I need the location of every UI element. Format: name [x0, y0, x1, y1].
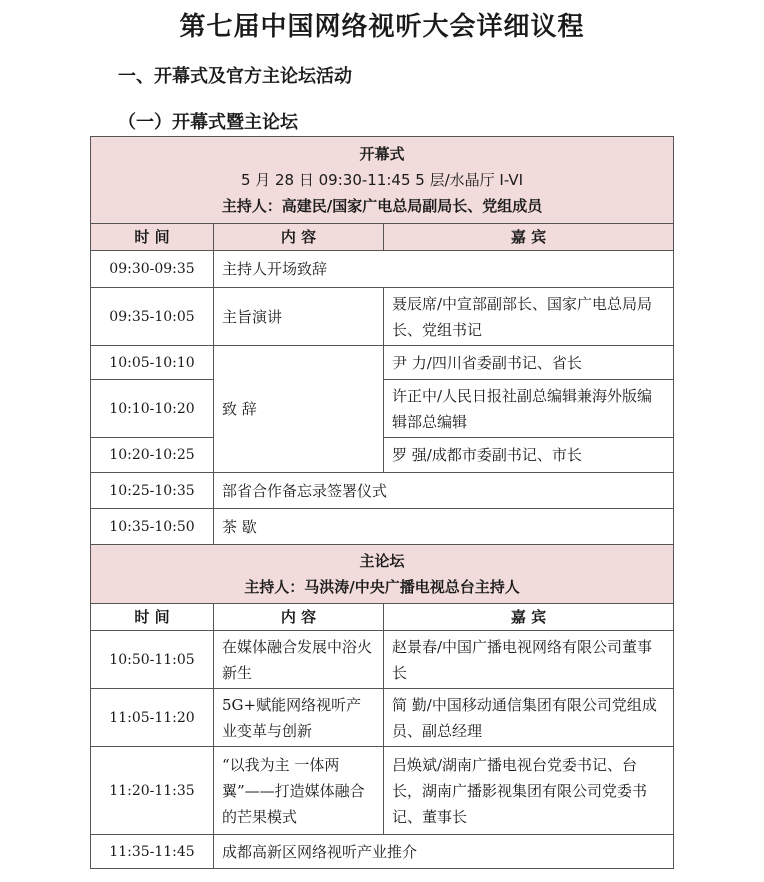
header-guest: 嘉 宾	[384, 224, 674, 251]
opening-datetime: 5 月 28 日 09:30-11:45 5 层/水晶厅 I-VI	[240, 171, 524, 189]
row-content: 主持人开场致辞	[214, 251, 674, 288]
row-time: 09:30-09:35	[91, 251, 214, 288]
table-row	[91, 631, 674, 689]
row-time: 10:25-10:35	[91, 473, 214, 509]
table-row	[91, 346, 674, 380]
table-row	[91, 747, 674, 835]
row-time: 10:10-10:20	[91, 380, 214, 438]
main-forum-banner	[91, 545, 674, 604]
row-guest: 尹 力/四川省委副书记、省长	[384, 346, 674, 380]
header-guest: 嘉 宾	[384, 604, 674, 631]
row-guest: 简 勤/中国移动通信集团有限公司党组成员、副总经理	[384, 689, 674, 747]
table-row	[91, 835, 674, 869]
row-time: 10:20-10:25	[91, 438, 214, 473]
header-content: 内 容	[214, 604, 384, 631]
main-forum-name: 主论坛	[359, 552, 405, 570]
opening-banner	[91, 137, 674, 224]
table-row	[91, 288, 674, 346]
header-time: 时 间	[91, 604, 214, 631]
header-content: 内 容	[214, 224, 384, 251]
row-time: 09:35-10:05	[91, 288, 214, 346]
row-time: 10:35-10:50	[91, 509, 214, 545]
row-content: 致 辞	[214, 346, 384, 473]
subsection-heading: （一）开幕式暨主论坛	[118, 112, 298, 133]
row-content: 部省合作备忘录签署仪式	[214, 473, 674, 509]
main-forum-host: 主持人：马洪涛/中央广播电视总台主持人	[244, 578, 520, 596]
row-guest: 吕焕斌/湖南广播电视台党委书记、台长，湖南广播影视集团有限公司党委书记、董事长	[384, 747, 674, 835]
row-time: 11:20-11:35	[91, 747, 214, 835]
row-content: 5G+赋能网络视听产业变革与创新	[214, 689, 384, 747]
page-title: 第七届中国网络视听大会详细议程	[179, 12, 585, 42]
row-time: 10:50-11:05	[91, 631, 214, 689]
section-heading: 一、开幕式及官方主论坛活动	[118, 66, 352, 87]
table-row	[91, 473, 674, 509]
row-content: 茶 歇	[214, 509, 674, 545]
table-row	[91, 689, 674, 747]
table-row	[91, 251, 674, 288]
row-guest: 许正中/人民日报社副总编辑兼海外版编辑部总编辑	[384, 380, 674, 438]
row-guest: 罗 强/成都市委副书记、市长	[384, 438, 674, 473]
row-content: 主旨演讲	[214, 288, 384, 346]
row-time: 11:05-11:20	[91, 689, 214, 747]
row-time: 10:05-10:10	[91, 346, 214, 380]
agenda-table	[90, 136, 674, 869]
row-time: 11:35-11:45	[91, 835, 214, 869]
opening-header-row	[91, 224, 674, 251]
table-row	[91, 509, 674, 545]
opening-name: 开幕式	[359, 145, 405, 163]
row-content: “以我为主 一体两翼”——打造媒体融合的芒果模式	[214, 747, 384, 835]
row-guest: 聂辰席/中宣部副部长、国家广电总局局长、党组书记	[384, 288, 674, 346]
row-content: 在媒体融合发展中浴火新生	[214, 631, 384, 689]
opening-host: 主持人：高建民/国家广电总局副局长、党组成员	[221, 197, 543, 215]
row-content: 成都高新区网络视听产业推介	[214, 835, 674, 869]
main-forum-header-row	[91, 604, 674, 631]
header-time: 时 间	[91, 224, 214, 251]
row-guest: 赵景春/中国广播电视网络有限公司董事长	[384, 631, 674, 689]
